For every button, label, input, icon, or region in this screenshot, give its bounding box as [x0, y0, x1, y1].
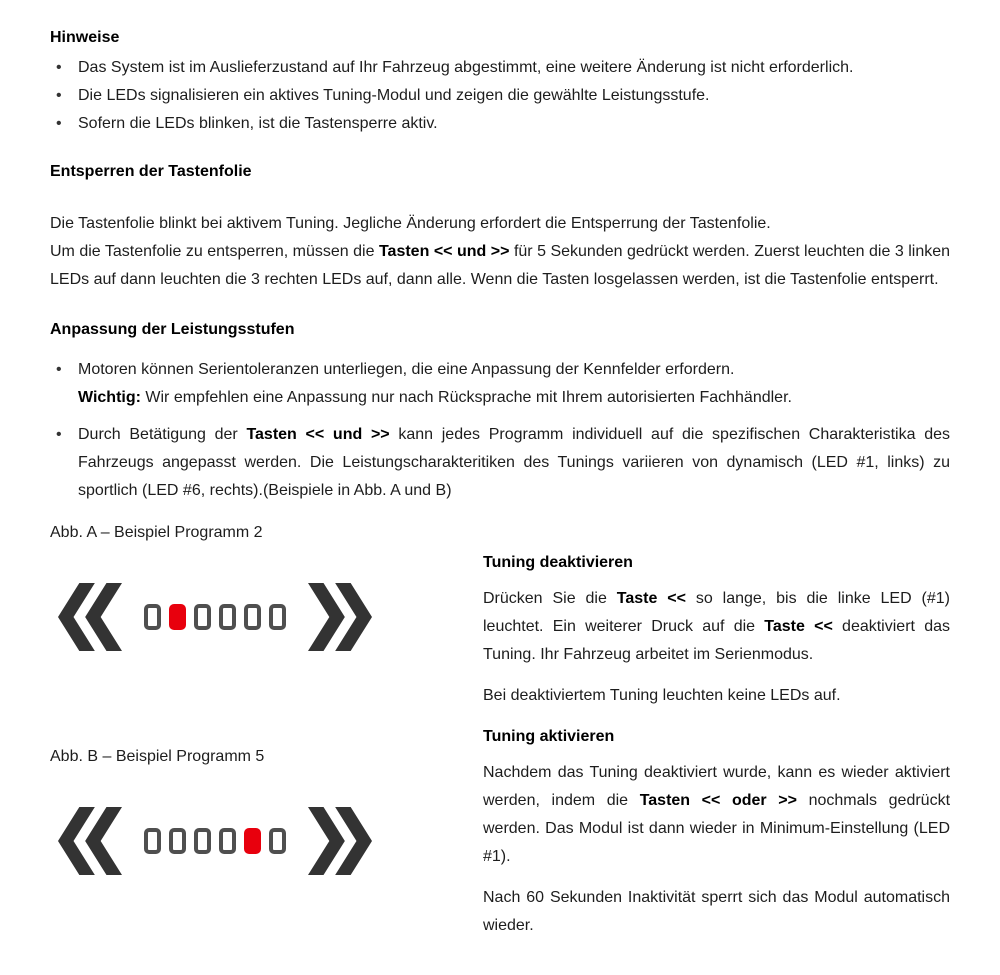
led-indicator-active	[169, 604, 186, 630]
led-indicator	[169, 828, 186, 854]
bold-text-run: Taste <<	[764, 618, 833, 635]
text-run: Das System ist im Auslieferzustand auf Ihr Fahrzeug abgestimmt, eine weitere Änderung ist nicht erforderlich.	[78, 59, 854, 76]
figures-column	[50, 521, 483, 953]
text-run: kann jedes Programm individuell auf die spezifischen Charakteristika des Fahrzeugs angepasst werden. Die Leistungscharakteritiken des Tunings variieren von dynamisch (LED #1, links) zu sportlich (LED #6, rechts).(Beispiele in Abb. A und B)	[78, 426, 951, 499]
led-indicator	[269, 604, 286, 630]
bullet-item	[50, 421, 950, 505]
led-indicator	[144, 828, 161, 854]
led-panel-figure-a	[58, 581, 483, 653]
led-panel-figure-b	[58, 805, 483, 877]
subsection-title-activate: Tuning aktivieren	[483, 728, 615, 745]
bullet-text	[78, 110, 950, 138]
led-indicator	[219, 828, 236, 854]
instructions-column	[483, 521, 950, 953]
bold-text-run: Wichtig:	[78, 389, 141, 406]
text-run: Wir empfehlen eine Anpassung nur nach Rücksprache mit Ihrem autorisierten Fachhändler.	[140, 389, 792, 406]
text-run: Nachdem das Tuning deaktiviert wurde, kann es wieder aktiviert werden, indem die	[483, 764, 950, 809]
section-title-entsperren: Entsperren der Tastenfolie	[50, 163, 252, 180]
hinweise-bullet-list	[50, 54, 950, 138]
text-run: für 5 Sekunden gedrückt werden. Zuerst leuchten die 3 linken LEDs auf dann leuchten die 3 rechten LEDs auf, dann alle. Wenn die Tasten losgelassen werden, ist die Tastenfolie entsperrt.	[50, 243, 951, 288]
bullet-item	[50, 110, 950, 138]
led-indicator	[219, 604, 236, 630]
chevron-left-icon	[58, 807, 122, 875]
led-indicator	[194, 604, 211, 630]
led-display	[144, 604, 286, 630]
bold-text-run: Tasten << oder >>	[639, 792, 797, 809]
led-indicator	[194, 828, 211, 854]
paragraph	[483, 884, 950, 940]
text-run: Drücken Sie die	[483, 590, 617, 607]
chevron-left-icon	[58, 583, 122, 651]
figure-b-label: Abb. B – Beispiel Programm 5	[50, 748, 265, 765]
text-run: Nach 60 Sekunden Inaktivität sperrt sich das Modul automatisch wieder.	[483, 889, 950, 934]
led-indicator-active	[244, 828, 261, 854]
text-run: deaktiviert das Tuning. Ihr Fahrzeug arbeitet im Serienmodus.	[483, 618, 950, 663]
paragraph	[483, 759, 950, 871]
bullet-item	[50, 356, 950, 412]
bullet-marker: •	[56, 59, 62, 76]
bullet-marker: •	[56, 361, 62, 378]
anpassung-bullet-list	[50, 356, 950, 505]
text-run: Motoren können Serientoleranzen unterliegen, die eine Anpassung der Kennfelder erfordern.	[78, 361, 735, 378]
paragraph	[483, 585, 950, 669]
text-run: Um die Tastenfolie zu entsperren, müssen die	[50, 243, 379, 260]
section-hinweise	[50, 24, 950, 138]
section-anpassung	[50, 316, 950, 505]
text-run: nochmals gedrückt werden. Das Modul ist dann wieder in Minimum-Einstellung (LED #1).	[483, 792, 951, 865]
figures-and-instructions	[50, 521, 950, 953]
bullet-marker: •	[56, 426, 62, 443]
subsection-title-deactivate: Tuning deaktivieren	[483, 554, 633, 571]
chevron-right-icon	[308, 807, 372, 875]
section-title-hinweise: Hinweise	[50, 29, 120, 46]
chevron-right-icon	[308, 583, 372, 651]
led-display	[144, 828, 286, 854]
text-run: Sofern die LEDs blinken, ist die Tastensperre aktiv.	[78, 115, 438, 132]
paragraph	[483, 682, 950, 710]
bold-text-run: Tasten << und >>	[246, 426, 390, 443]
bullet-text	[78, 82, 950, 110]
bold-text-run: Taste <<	[616, 590, 686, 607]
section-title-anpassung: Anpassung der Leistungsstufen	[50, 321, 295, 338]
bullet-item	[50, 82, 950, 110]
text-run: Die LEDs signalisieren ein aktives Tuning-Modul und zeigen die gewählte Leistungsstufe.	[78, 87, 710, 104]
text-run: Durch Betätigung der	[78, 426, 247, 443]
led-indicator	[144, 604, 161, 630]
text-run: so lange, bis die linke LED (#1) leuchtet. Ein weiterer Druck auf die	[483, 590, 951, 635]
text-run: Bei deaktiviertem Tuning leuchten keine LEDs auf.	[483, 687, 841, 704]
section-entsperren	[50, 158, 950, 294]
figure-a-label: Abb. A – Beispiel Programm 2	[50, 524, 263, 541]
bullet-text	[78, 421, 950, 505]
bullet-marker: •	[56, 87, 62, 104]
bullet-text	[78, 356, 950, 412]
paragraph	[50, 210, 950, 294]
led-indicator	[244, 604, 261, 630]
bullet-marker: •	[56, 115, 62, 132]
led-indicator	[269, 828, 286, 854]
bullet-item	[50, 54, 950, 82]
text-run: Die Tastenfolie blinkt bei aktivem Tuning. Jegliche Änderung erfordert die Entsperrung der Tastenfolie.	[50, 215, 771, 232]
bold-text-run: Tasten << und >>	[378, 243, 510, 260]
bullet-text	[78, 54, 950, 82]
